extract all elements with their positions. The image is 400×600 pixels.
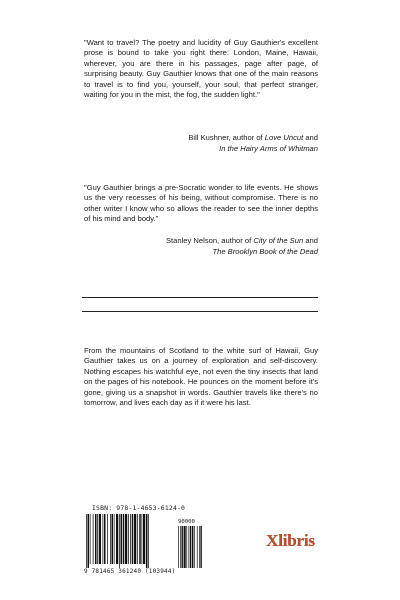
barcode-bar — [114, 514, 115, 564]
price-code: 90000 — [178, 519, 195, 525]
barcode-bar — [93, 514, 94, 564]
attribution-line-2 — [84, 144, 318, 155]
barcode-bar — [88, 514, 90, 568]
barcode-bar — [142, 514, 143, 564]
attribution-conjunction: and — [305, 133, 318, 142]
barcode-bar — [200, 526, 201, 568]
publisher-logo: Xlibris — [266, 531, 315, 550]
review-attribution-2 — [84, 236, 318, 257]
isbn-label: ISBN: 978-1-4653-6124-0 — [92, 504, 186, 512]
attribution-book-title: Love Uncut — [264, 133, 304, 142]
review-quote-2: "Guy Gauthier brings a pre-Socratic wonder to life events. He shows us the very recesses of his being, without compromise. There is no other writer I know who so allows the reader to see the inner depths of his mind and body." — [84, 183, 318, 224]
barcode-bar — [112, 514, 114, 564]
attribution-line-1 — [84, 133, 318, 144]
barcode-bar — [107, 514, 108, 564]
barcode-bar — [194, 526, 195, 568]
review-attribution-1 — [84, 133, 318, 154]
barcode-bar — [148, 514, 149, 568]
barcode-bar — [178, 526, 179, 568]
barcode-bar — [90, 514, 91, 564]
divider-line-bottom — [82, 311, 318, 312]
barcode-bar — [128, 514, 129, 564]
barcode-bar — [182, 526, 183, 568]
attribution-line-1 — [84, 236, 318, 247]
barcode-bar — [139, 514, 141, 564]
barcode-bar — [95, 514, 97, 564]
barcode-bar — [180, 526, 181, 568]
attribution-book-title: The Brooklyn Book of the Dead — [212, 246, 318, 256]
attribution-book-title: City of the Sun — [253, 236, 304, 245]
attribution-book-title: In the Hairy Arms of Whitman — [219, 143, 318, 153]
attribution-author: Bill Kushner, author of — [188, 133, 263, 142]
barcode-bar — [132, 514, 134, 564]
barcode-bar — [192, 526, 193, 568]
attribution-author: Stanley Nelson, author of — [165, 236, 252, 245]
barcode-bar — [189, 526, 190, 568]
divider-line-top — [82, 297, 318, 298]
barcode-bar — [116, 514, 118, 564]
barcode-bar — [134, 514, 136, 564]
barcode-bar — [186, 526, 187, 568]
barcode-bar — [123, 514, 125, 564]
barcode-bar — [199, 526, 200, 568]
barcode-bar — [143, 514, 145, 564]
barcode-bar — [99, 514, 101, 564]
attribution-conjunction: and — [305, 236, 318, 245]
barcode-bar — [86, 514, 87, 568]
book-description: From the mountains of Scotland to the white surf of Hawaii, Guy Gauthier takes us on a journey of exploration and self-discovery. Nothing escapes his watchful eye, not even the tiny insects that land on the pages of his notebook. He pounces on the moment before it's gone, giving us a snapshot in words. Gauthier travels like there's no tomorrow, and lives each day as if it were his last. — [84, 346, 318, 408]
barcode-bar — [110, 514, 111, 564]
barcode-bar — [130, 514, 131, 564]
barcode-bar — [146, 514, 148, 568]
barcode-bar — [125, 514, 127, 564]
barcode-bar — [119, 514, 120, 568]
barcode-bar — [137, 514, 138, 564]
barcode-bar — [184, 526, 186, 568]
barcode-bar — [97, 514, 98, 564]
barcode-digits: 9 781465 361240 (103944) — [84, 568, 176, 575]
barcode-bar — [197, 526, 198, 568]
review-quote-1: "Want to travel? The poetry and lucidity of Guy Gauthier's excellent prose is bound to take you right there: London, Maine, Hawaii, wherever, you are there in his passages, page after page, of surprising beauty. Guy Gauthier knows that one of the main reasons to travel is to find you, yourself, your soul, that perfect stranger, waiting for you in the mist, the fog, the sudden light." — [84, 38, 318, 100]
barcode-bar — [103, 514, 104, 564]
barcode-bar — [121, 514, 123, 564]
attribution-line-2 — [84, 247, 318, 258]
barcode-bar — [104, 514, 106, 564]
barcode-bar — [190, 526, 191, 568]
